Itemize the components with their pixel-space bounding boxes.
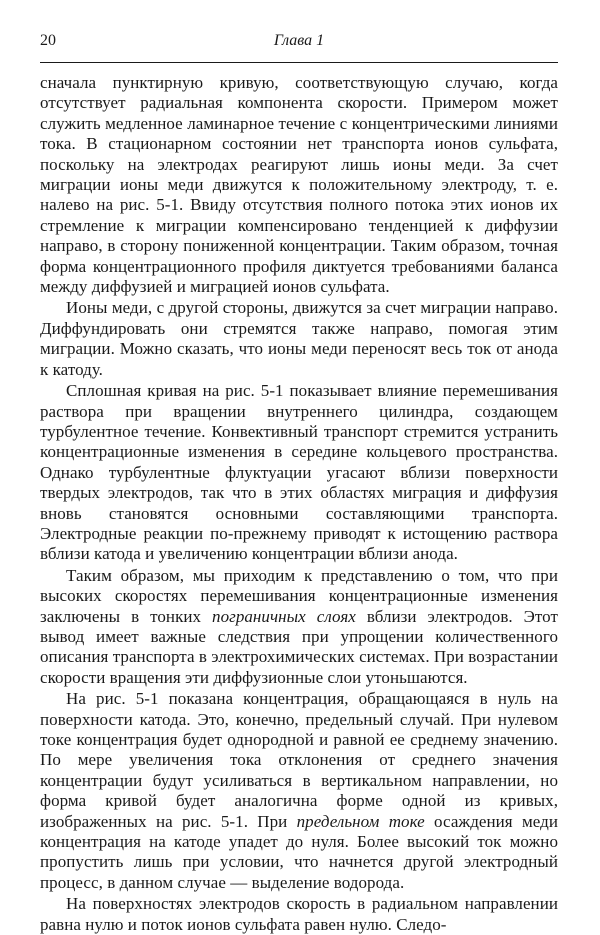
paragraph-5-text-b: осаждения меди концентрация на катоде упадет до нуля. Более высокий ток можно пропустить лишь при условии, что начнется другой электродный процесс, в данном случае — выделение водорода. [40, 811, 558, 892]
paragraph-5 [40, 689, 558, 893]
paragraph-4-text-a: Таким образом, мы приходим к представлению о том, что при высоких скоростях перемешивания концентрационные изменения заключены в тонких [40, 565, 558, 626]
paragraph-2 [40, 298, 558, 380]
chapter-title: Глава 1 [273, 32, 325, 49]
term-boundary-layers: пограничных слоях [212, 606, 356, 626]
paragraph-2-text: Ионы меди, с другой стороны, движутся за счет миграции направо. Диффундировать они стремятся также направо, помогая этим миграции. Можно сказать, что ионы меди переносят весь ток от анода к катоду. [40, 298, 558, 379]
paragraph-3-text: Сплошная кривая на рис. 5-1 показывает влияние перемешивания раствора при вращении внутреннего цилиндра, создающем турбулентное течение. Конвективный транспорт стремится устранить концентрационные изменения в середине кольцевого пространства. Однако турбулентные флуктуации угасают вблизи поверхности твердых электродов, так что в этих областях миграция и диффузия вновь становятся основными составляющими транспорта. Электродные реакции по-прежнему приводят к истощению раствора вблизи катода и увеличению концентрации вблизи анода. [40, 381, 558, 564]
term-limiting-current: предельном токе [296, 811, 425, 831]
running-head [40, 32, 558, 56]
paragraph-1-text: сначала пунктирную кривую, соответствующую случаю, когда отсутствует радиальная компонента скорости. Примером может служить медленное ламинарное течение с концентрическими линиями тока. В стационарном состоянии нет транспорта ионов сульфата, поскольку на электродах реагируют лишь ионы меди. За счет миграции ионы меди движутся к положительному электроду, т. е. налево на рис. 5-1. Ввиду отсутствия полного потока этих ионов их стремление к миграции компенсировано тенденцией к диффузии направо, в сторону пониженной концентрации. Таким образом, точная форма концентрационного профиля диктуется требованиями баланса между диффузией и миграцией ионов сульфата. [40, 73, 558, 297]
paragraph-3 [40, 381, 558, 565]
paragraph-1 [40, 73, 558, 297]
paragraph-4-text-b: вблизи электродов. Этот вывод имеет важные следствия при упрощении количественного описания транспорта в электрохимических системах. При возрастании скорости вращения эти диффузионные слои утоньшаются. [40, 606, 558, 687]
paragraph-6-text: На поверхностях электродов скорость в радиальном направлении равна нулю и поток ионов сульфата равен нулю. Следо- [40, 894, 558, 934]
paragraph-5-text-a: На рис. 5-1 показана концентрация, обращающаяся в нуль на поверхности катода. Это, конечно, предельный случай. При нулевом токе концентрация будет однородной и равной ее среднему значению. По мере увеличения тока отклонения от среднего значения концентрации будут усиливаться в вертикальном направлении, но форма кривой будет аналогична форме одной из кривых, изображенных на рис. 5-1. При [40, 689, 558, 831]
body-text [40, 73, 558, 935]
page-number: 20 [40, 32, 56, 49]
book-page [40, 32, 558, 935]
header-rule [40, 62, 558, 63]
paragraph-4 [40, 566, 558, 688]
